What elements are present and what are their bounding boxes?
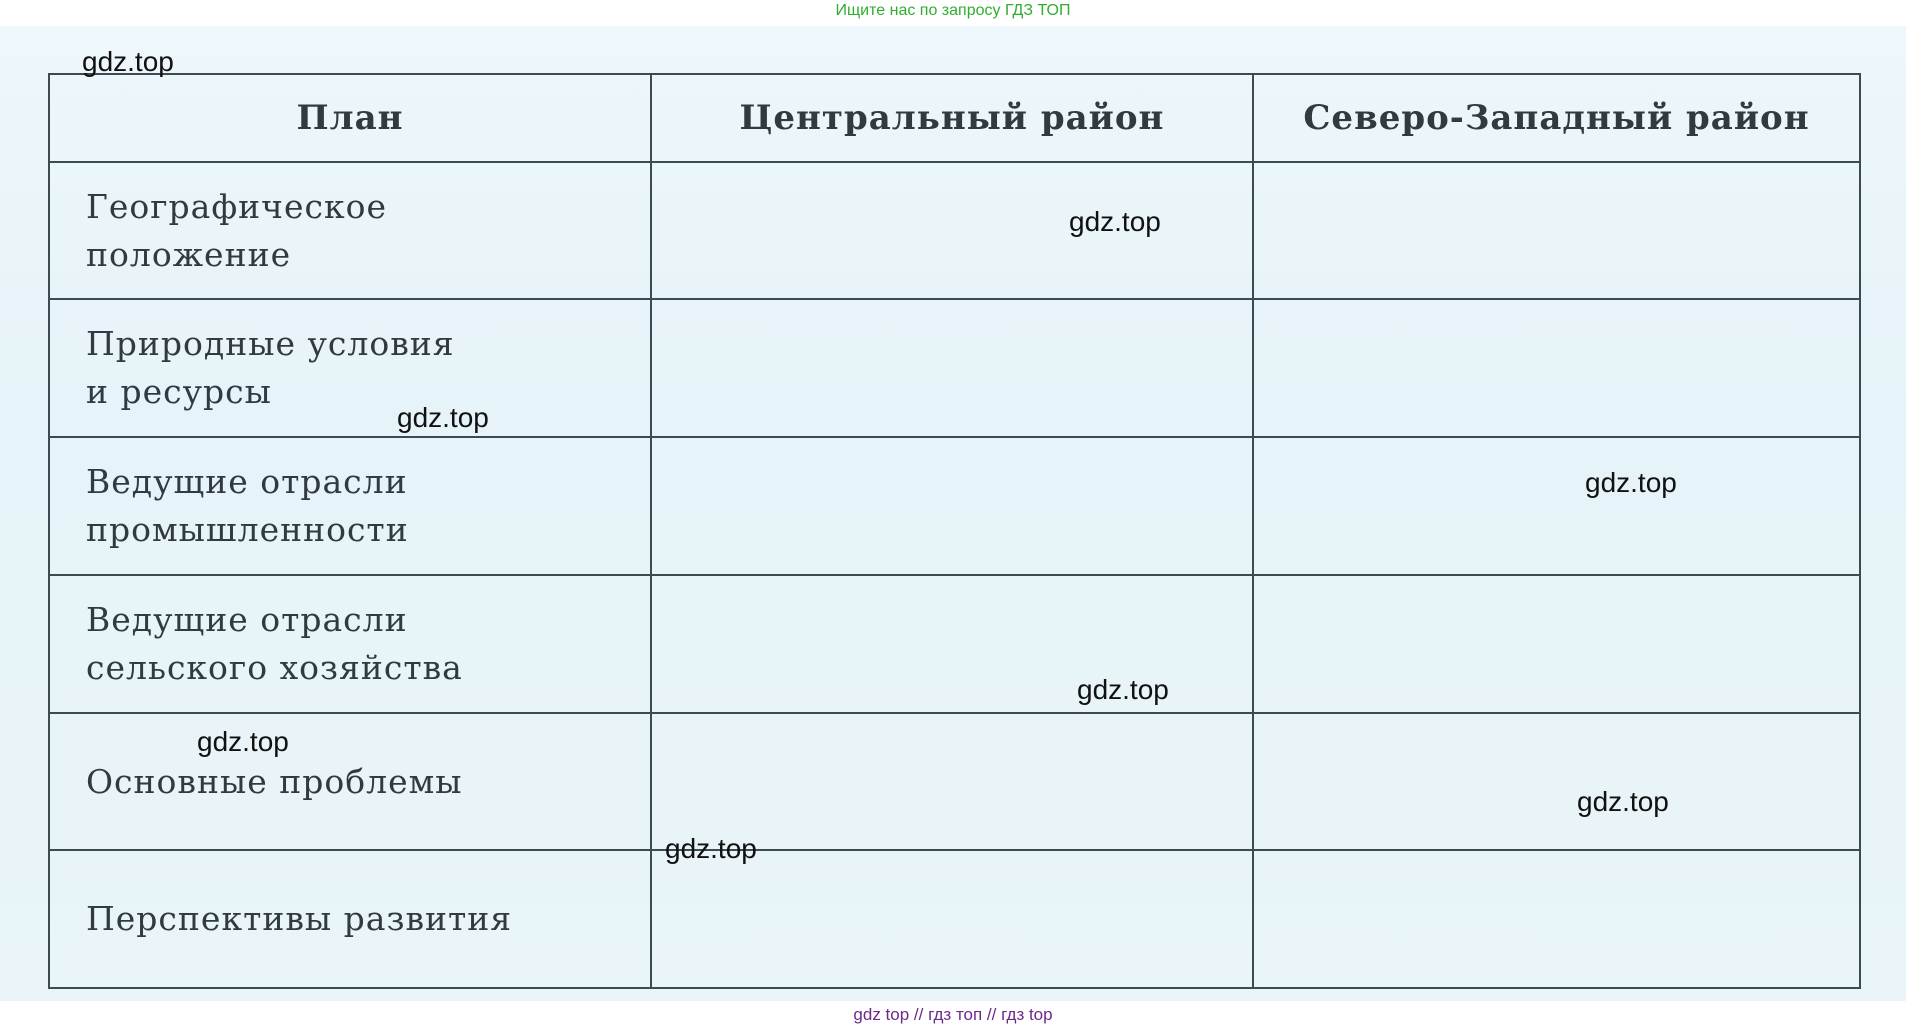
row-label-line: Географическое: [86, 186, 388, 226]
row-label-line: и ресурсы: [86, 372, 272, 411]
cell-central[interactable]: [651, 713, 1253, 850]
top-banner: Ищите нас по запросу ГДЗ ТОП: [835, 2, 1071, 19]
watermark-text: gdz.top: [1069, 206, 1161, 237]
comparison-table: [48, 73, 1861, 989]
header-northwest-district: Северо-Западный район: [1253, 74, 1860, 162]
row-label-natural-conditions: [49, 299, 651, 437]
row-label-main-problems: [49, 713, 651, 850]
row-label-geographic-position: [49, 162, 651, 299]
row-label-line: Ведущие отрасли: [86, 462, 408, 501]
table-header-row: [49, 74, 1860, 162]
cell-central[interactable]: [651, 437, 1253, 575]
table-row: [49, 575, 1860, 713]
watermark-text: gdz.top: [1077, 674, 1169, 705]
cell-northwest[interactable]: [1253, 713, 1860, 850]
row-label-development-prospects: [49, 850, 651, 988]
cell-central[interactable]: [651, 162, 1253, 299]
watermark-text: gdz.top: [397, 402, 489, 433]
watermark-text: gdz.top: [1577, 786, 1669, 817]
cell-central[interactable]: [651, 850, 1253, 988]
table-row: [49, 299, 1860, 437]
row-label-agriculture: [49, 575, 651, 713]
table-row: [49, 713, 1860, 850]
table-row: [49, 162, 1860, 299]
cell-northwest[interactable]: [1253, 437, 1860, 575]
watermark-text: gdz.top: [197, 726, 289, 757]
watermark-text: gdz.top: [665, 833, 757, 864]
row-label-line: Основные проблемы: [86, 761, 463, 801]
cell-central[interactable]: [651, 299, 1253, 437]
cell-northwest[interactable]: [1253, 850, 1860, 988]
row-label-line: промышленности: [86, 510, 409, 549]
row-label-line: Перспективы развития: [86, 899, 513, 938]
row-label-line: Природные условия: [86, 324, 455, 363]
row-label-line: сельского хозяйства: [86, 648, 463, 687]
row-label-line: положение: [86, 234, 292, 274]
cell-northwest[interactable]: [1253, 299, 1860, 437]
table-row: [49, 437, 1860, 575]
header-central-district: Центральный район: [651, 74, 1253, 162]
cell-northwest[interactable]: [1253, 575, 1860, 713]
footer-text: gdz top // гдз топ // гдз top: [853, 1005, 1053, 1024]
row-label-industry: [49, 437, 651, 575]
watermark-text: gdz.top: [82, 46, 174, 77]
table-row: [49, 850, 1860, 988]
header-plan: План: [49, 74, 651, 162]
row-label-line: Ведущие отрасли: [86, 600, 408, 639]
cell-northwest[interactable]: [1253, 162, 1860, 299]
watermark-text: gdz.top: [1585, 467, 1677, 498]
